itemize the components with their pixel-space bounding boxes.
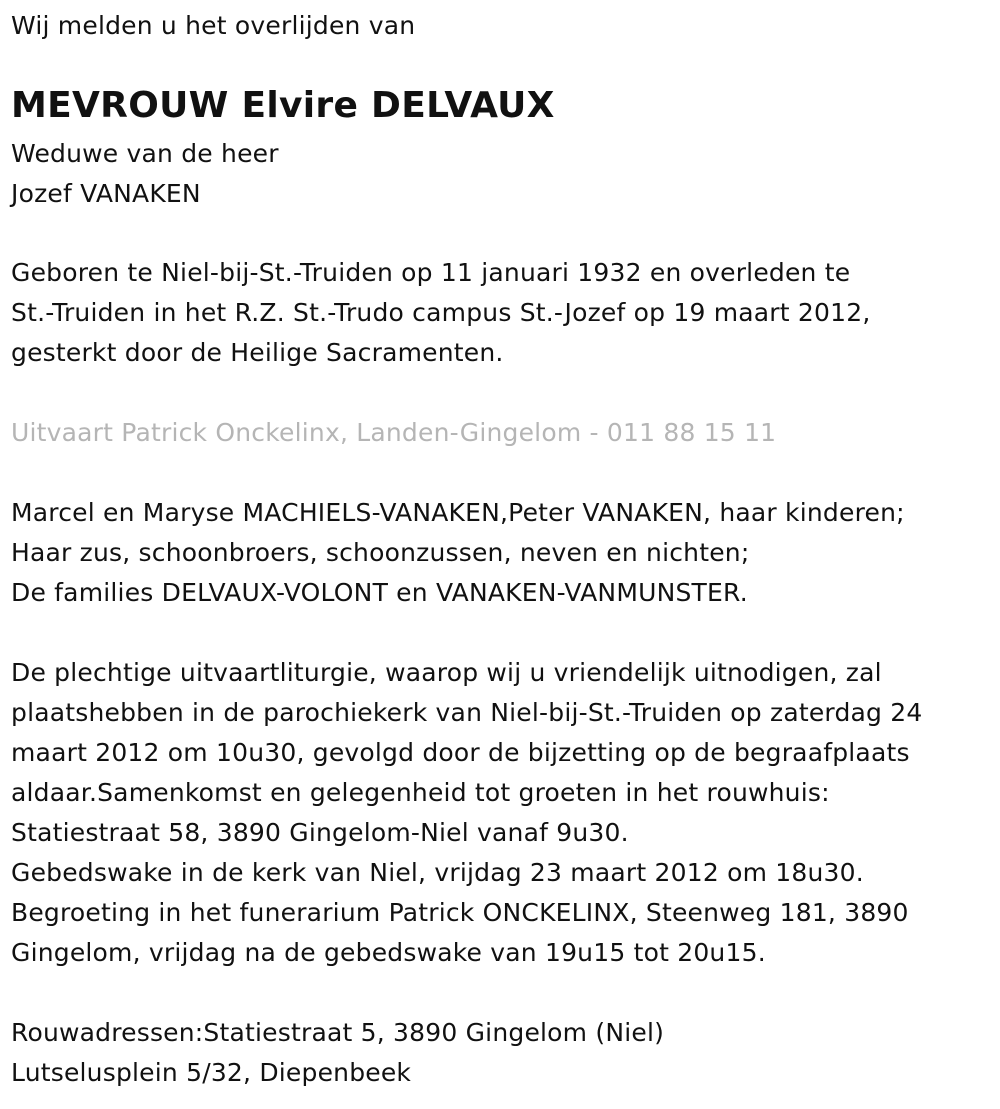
spouse-line: Jozef VANAKEN	[11, 179, 201, 208]
birth-death-line: Geboren te Niel-bij-St.-Truiden op 11 januari 1932 en overleden te	[11, 258, 851, 287]
intro-text: Wij melden u het overlijden van	[11, 11, 416, 40]
birth-death-line: St.-Truiden in het R.Z. St.-Trudo campus St.-Jozef op 19 maart 2012,	[11, 298, 871, 327]
addresses-block	[11, 1013, 664, 1093]
family-block	[11, 493, 905, 613]
ceremony-line: Gingelom, vrijdag na de gebedswake van 19u15 tot 20u15.	[11, 938, 766, 967]
family-line: De families DELVAUX-VOLONT en VANAKEN-VANMUNSTER.	[11, 578, 748, 607]
ceremony-line: aldaar.Samenkomst en gelegenheid tot groeten in het rouwhuis:	[11, 778, 830, 807]
birth-death-block	[11, 253, 871, 373]
family-line: Haar zus, schoonbroers, schoonzussen, neven en nichten;	[11, 538, 750, 567]
ceremony-line: De plechtige uitvaartliturgie, waarop wij u vriendelijk uitnodigen, zal	[11, 658, 882, 687]
deceased-name: MEVROUW Elvire DELVAUX	[11, 85, 555, 126]
ceremony-block	[11, 653, 922, 973]
ceremony-line: Statiestraat 58, 3890 Gingelom-Niel vanaf 9u30.	[11, 818, 629, 847]
ceremony-line: maart 2012 om 10u30, gevolgd door de bijzetting op de begraafplaats	[11, 738, 910, 767]
spouse-line: Weduwe van de heer	[11, 139, 279, 168]
family-line: Marcel en Maryse MACHIELS-VANAKEN,Peter VANAKEN, haar kinderen;	[11, 498, 905, 527]
spouse-block	[11, 134, 279, 214]
ceremony-line: Begroeting in het funerarium Patrick ONCKELINX, Steenweg 181, 3890	[11, 898, 909, 927]
address-line: Rouwadressen:Statiestraat 5, 3890 Gingelom (Niel)	[11, 1018, 665, 1047]
birth-death-line: gesterkt door de Heilige Sacramenten.	[11, 338, 504, 367]
funeral-home-text: Uitvaart Patrick Onckelinx, Landen-Gingelom - 011 88 15 11	[11, 418, 777, 447]
ceremony-line: Gebedswake in de kerk van Niel, vrijdag 23 maart 2012 om 18u30.	[11, 858, 864, 887]
address-line: Lutselusplein 5/32, Diepenbeek	[11, 1058, 412, 1087]
ceremony-line: plaatshebben in de parochiekerk van Niel-bij-St.-Truiden op zaterdag 24	[11, 698, 923, 727]
funeral-home-block	[11, 413, 776, 453]
